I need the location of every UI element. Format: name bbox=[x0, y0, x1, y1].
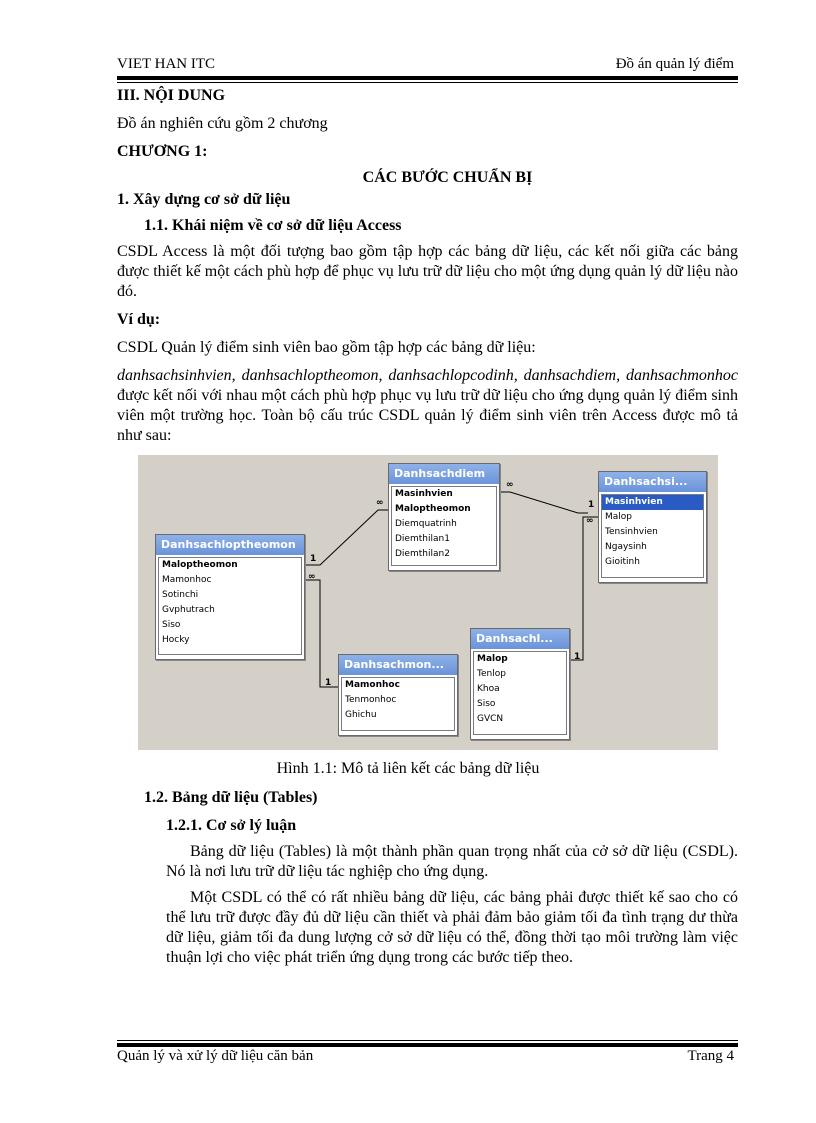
table-danhsachsinhvien[interactable] bbox=[598, 471, 707, 583]
field[interactable]: Ghichu bbox=[345, 710, 377, 720]
field[interactable]: Ngaysinh bbox=[605, 542, 647, 552]
chapter-label: CHƯƠNG 1: bbox=[117, 143, 208, 160]
footer-rule-thin bbox=[117, 1040, 738, 1041]
field-list bbox=[391, 486, 497, 566]
field-list bbox=[473, 651, 567, 735]
field[interactable]: Tenlop bbox=[477, 669, 506, 679]
field[interactable]: Maloptheomon bbox=[395, 504, 471, 514]
rel-mark-4: 1 bbox=[574, 652, 581, 662]
table-title: Danhsachdiem bbox=[389, 464, 499, 484]
table-title: Danhsachsi... bbox=[599, 472, 706, 492]
field[interactable]: Diemthilan1 bbox=[395, 534, 450, 544]
paragraph-example: CSDL Quản lý điểm sinh viên bao gồm tập hợp các bảng dữ liệu: bbox=[117, 339, 536, 356]
field[interactable]: Gioitinh bbox=[605, 557, 640, 567]
header-left: VIET HAN ITC bbox=[117, 56, 216, 72]
table-danhsachloptheomon[interactable] bbox=[155, 534, 305, 660]
section-1-2-1-body bbox=[166, 842, 738, 968]
field[interactable]: Sotinchi bbox=[162, 590, 199, 600]
rel-mark-1: 1 bbox=[310, 554, 317, 564]
header-rule-thin bbox=[117, 82, 738, 83]
paragraph-table-list bbox=[117, 366, 738, 446]
example-label: Ví dụ: bbox=[117, 311, 161, 328]
footer-rule bbox=[117, 1043, 738, 1047]
page-number: Trang 4 bbox=[687, 1048, 734, 1064]
rel-mark-many-3: ∞ bbox=[308, 572, 316, 582]
field[interactable]: Hocky bbox=[162, 635, 190, 645]
table-names: danhsachsinhvien, danhsachloptheomon, danhsachlopcodinh, danhsachdiem, danhsachmonhoc bbox=[117, 367, 738, 384]
header-rule bbox=[117, 76, 738, 80]
field[interactable]: GVCN bbox=[477, 714, 504, 724]
field[interactable]: Malop bbox=[477, 654, 508, 664]
figure-caption: Hình 1.1: Mô tả liên kết các bảng dữ liệu bbox=[276, 760, 540, 777]
relationship-diagram bbox=[138, 455, 718, 750]
field[interactable]: Siso bbox=[162, 620, 181, 630]
table-title: Danhsachl... bbox=[471, 629, 569, 649]
field[interactable]: Khoa bbox=[477, 684, 500, 694]
footer-left: Quản lý và xử lý dữ liệu căn bản bbox=[117, 1048, 314, 1064]
link-diem-sinhvien bbox=[500, 492, 588, 513]
paragraph-access-concept: CSDL Access là một đối tượng bao gồm tập hợp các bảng dữ liệu, các kết nối giữa các bảng được thiết kế một cách phù hợp để phục vụ lưu trữ dữ liệu cho một ứng dụng quản lý dữ liệu nào đó. bbox=[117, 243, 738, 300]
field[interactable]: Masinhvien bbox=[395, 489, 453, 499]
intro-text: Đồ án nghiên cứu gồm 2 chương bbox=[117, 115, 328, 132]
table-danhsachdiem[interactable] bbox=[388, 463, 500, 571]
table-danhsachmonhoc[interactable] bbox=[338, 654, 458, 736]
heading-1-2: 1.2. Bảng dữ liệu (Tables) bbox=[144, 789, 318, 806]
chapter-title: CÁC BƯỚC CHUẨN BỊ bbox=[362, 169, 533, 186]
heading-1: 1. Xây dựng cơ sở dữ liệu bbox=[117, 191, 291, 208]
page-content bbox=[117, 84, 738, 446]
field[interactable]: Malop bbox=[605, 512, 632, 522]
table-title: Danhsachmon... bbox=[339, 655, 457, 675]
field-list bbox=[341, 677, 455, 731]
paragraph-tables-design: Một CSDL có thể có rất nhiều bảng dữ liệu, các bảng phải được thiết kế sao cho có thể lưu trữ được đầy đủ dữ liệu cần thiết và phải đảm bảo giảm tối đa tình trạng dư thừa dữ liệu, giảm tối đa dung lượng cở sở dữ liệu có thể, đồng thời tạo môi trường làm việc thuận lợi cho việc phát triển ứng dụng trong các bước tiếp theo. bbox=[166, 889, 738, 966]
link-loptheomon-monhoc bbox=[305, 580, 338, 687]
section-title: III. NỘI DUNG bbox=[117, 87, 226, 104]
field[interactable]: Mamonhoc bbox=[162, 575, 212, 585]
rel-mark-many-4: ∞ bbox=[586, 516, 594, 526]
link-loptheomon-diem bbox=[305, 510, 388, 565]
section-1-2 bbox=[144, 788, 738, 836]
link-lop-sinhvien bbox=[570, 517, 598, 660]
field[interactable]: Siso bbox=[477, 699, 496, 709]
field-selected[interactable]: Masinhvien bbox=[602, 495, 703, 510]
table-danhsachlopcodinh[interactable] bbox=[470, 628, 570, 740]
field[interactable]: Diemthilan2 bbox=[395, 549, 450, 559]
header-right: Đồ án quản lý điểm bbox=[615, 56, 734, 72]
field[interactable]: Tenmonhoc bbox=[345, 695, 397, 705]
field[interactable]: Maloptheomon bbox=[162, 560, 238, 570]
field-list bbox=[601, 494, 704, 578]
field[interactable]: Diemquatrinh bbox=[395, 519, 457, 529]
table-list-description: được kết nối với nhau một cách phù hợp phục vụ lưu trữ dữ liệu cho ứng dụng quản lý điểm sinh viên một trường học. Toàn bộ cấu trúc CSDL quản lý điểm sinh viên trên Access được mô tả như sau: bbox=[117, 387, 738, 444]
rel-mark-2: 1 bbox=[588, 500, 595, 510]
rel-mark-many-1: ∞ bbox=[376, 498, 384, 508]
rel-mark-3: 1 bbox=[325, 678, 332, 688]
field[interactable]: Tensinhvien bbox=[605, 527, 658, 537]
field[interactable]: Mamonhoc bbox=[345, 680, 400, 690]
rel-mark-many-2: ∞ bbox=[506, 480, 514, 490]
paragraph-tables-definition: Bảng dữ liệu (Tables) là một thành phần quan trọng nhất của cở sở dữ liệu (CSDL). Nó là nơi lưu trữ dữ liệu tác nghiệp cho ứng dụng. bbox=[166, 843, 738, 880]
field-list bbox=[158, 557, 302, 655]
heading-1-1: 1.1. Khái niệm về cơ sở dữ liệu Access bbox=[144, 217, 402, 234]
table-title: Danhsachloptheomon bbox=[156, 535, 304, 555]
field[interactable]: Gvphutrach bbox=[162, 605, 215, 615]
heading-1-2-1: 1.2.1. Cơ sở lý luận bbox=[166, 817, 297, 834]
